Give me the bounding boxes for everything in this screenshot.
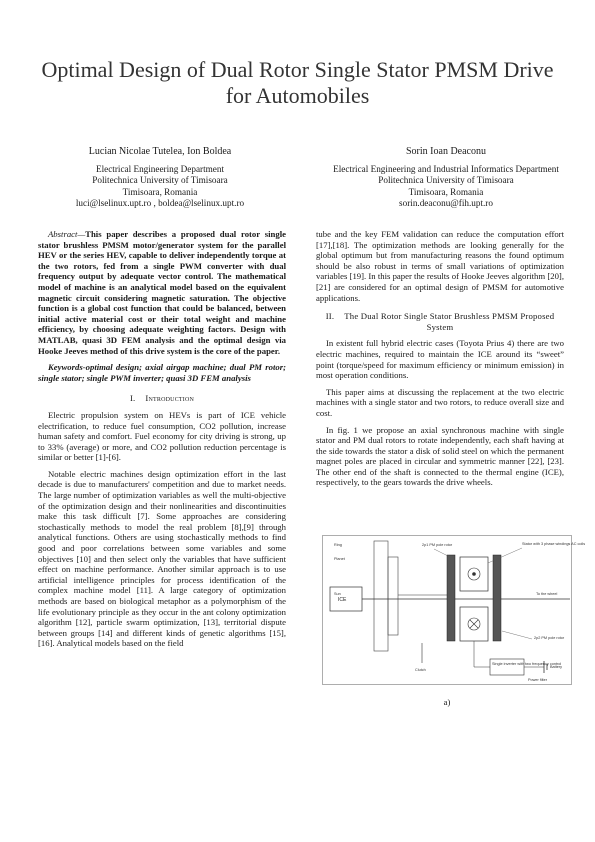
- author-location: Timisoara, Romania: [408, 186, 484, 197]
- leader-line: [434, 549, 450, 557]
- battery-label: Battery: [550, 665, 563, 669]
- author-name: Lucian Nicolae Tutelea, Ion Boldea: [88, 146, 232, 157]
- author-location: Timisoara, Romania: [122, 186, 198, 197]
- figure-1-diagram: [322, 535, 586, 685]
- stator-label: Stator with 3 phase windings AC coils: [522, 542, 586, 546]
- author-email: luci@lselinux.upt.ro , boldea@lselinux.upt.ro: [75, 198, 245, 209]
- paragraph: Notable electric machines design optimization effort in the last decade is due to manufacturers' competition and due to market needs. The large number of optimization variables as well the multi-objective of the optimization design and their nonlinearities and discontinuities make this task difficult [7]. Some approaches are considering stochastically methods to model the real problem [8],[9] through analytical functions. Others are using stochastically methods to find good and poor correlations between some variables and some objectives [10] and then select only the variables that have sufficient effect on machine performance. Another similar approach is to use artificial intelligence principles for process identification of the complex machine model [11]. A large category of optimization methods are based on biological metaphor as a polymorphism of the life evolutionary principle as they occur in the ant colony optimization algorithm [12], particle swarm optimization, [13], territorial dispute between groups [14] and different kinds of genetic algorithms [15],[16]. Analytical models based on the field: [38, 468, 286, 649]
- filter-label: Power filter: [528, 678, 547, 682]
- inverter-label: Single inverter with two frequency control: [492, 662, 562, 666]
- paragraph: Electric propulsion system on HEVs is part of ICE vehicle electrification, to reduce fuel consumption, CO2 pollution, increase human safety and comfort. Fuel economy for city driving is strong, up to 33% (average) or more, and CO2 pollution reduction percentage is similar or better [1]-[6].: [38, 409, 286, 463]
- author-university: Politechnica University of Timisoara: [92, 175, 228, 186]
- author-email: sorin.deaconu@fih.upt.ro: [399, 198, 493, 209]
- ice-label: ICE: [338, 597, 347, 603]
- paper-title: Optimal Design of Dual Rotor Single Stator PMSM Drive for Automobiles: [41, 57, 554, 108]
- abstract-text: This paper describes a proposed dual rotor single stator brushless PMSM motor/generator system for the parallel HEV or the series HEV, capable to deliver independently torque at the two rotors, fed from a single PWM converter with dual frequency output by adequate vector control. The mathematical model of machine is an analytical model based on the equivalent magnetic circuit considering magnetic saturation. The objective function is a global cost function that could be balanced, between initial active material cost or their total weight and machine efficiency, by choosing adequate weighting factors. Design with MATLAB, quasi 3D FEM analysis and the optimal design via Hooke Jeeves method of this drive system is the core of the paper.: [38, 229, 286, 356]
- author-department: Electrical Engineering Department: [95, 163, 225, 174]
- coil-upper-dot: [472, 572, 476, 576]
- right-column: [316, 229, 564, 494]
- figure-label: a): [443, 697, 451, 707]
- ring-gear: [374, 541, 388, 651]
- paragraph: This paper aims at discussing the replacement at the two electric machines with a single stator and two rotors, to reduce overall size and cost.: [316, 386, 564, 418]
- author-university: Politechnica University of Timisoara: [378, 175, 514, 186]
- section-heading-2: II. The Dual Rotor Single Stator Brushless PMSM Proposed System: [325, 311, 555, 332]
- sun-label: Sun: [334, 592, 341, 596]
- author-block-right: [316, 146, 576, 210]
- rotor-disk-left: [447, 555, 455, 641]
- author-block-left: [30, 146, 290, 210]
- pm-top-label: 2p1 PM pole rotor: [422, 543, 453, 547]
- coil-lower-cross: [470, 620, 478, 628]
- abstract: [38, 229, 286, 356]
- paragraph: tube and the key FEM validation can reduce the computation effort [17],[18]. The optimization methods are looking generally for the global optimum but from manufacturing reasons the found optimum should be also robust in terms of small variations of optimization variables [19]. In this paper the results of Hooke Jeeves algorithm [20], [21] are considered for an optimal design of PMSM for automotive applications.: [316, 229, 564, 303]
- to-wheel-label: To the wheel: [536, 592, 558, 596]
- author-department: Electrical Engineering and Industrial Informatics Department: [333, 163, 559, 174]
- ring-label: Ring: [334, 543, 342, 547]
- leader-line: [502, 631, 532, 639]
- rotor-disk-right: [493, 555, 501, 641]
- planet-label: Planet: [334, 557, 345, 561]
- paragraph: In fig. 1 we propose an axial synchronous machine with single stator and PM dual rotors to rotate independently, each shaft having at the side towards the stator a disk of solid steel on which the permanent magnet poles are placed in circular and symmetric manner [22], [23]. The other end of the shaft is connected to the thermal engine (ICE), respectively, to the gears towards the drive wheels.: [316, 424, 564, 488]
- paragraph: In existent full hybrid electric cases (Toyota Prius 4) there are two electric machines, required to maintain the ICE around its “sweet” point (torque/speed for maximum efficiency or minimum emission) in most operation conditions.: [316, 338, 564, 381]
- keywords: Keywords-optimal design; axial airgap machine; dual PM rotor; single stator; single PWM inverter; quasi 3D FEM analysis: [38, 362, 286, 383]
- author-name: Sorin Ioan Deaconu: [406, 146, 486, 157]
- pm-bottom-label: 2p2 PM pole rotor: [534, 636, 565, 640]
- left-column: [38, 229, 286, 655]
- section-heading-1: I. Introduction: [129, 393, 195, 404]
- planet-gear: [388, 557, 398, 635]
- clutch-label: Clutch: [415, 668, 426, 672]
- abstract-lead: Abstract—: [48, 229, 86, 239]
